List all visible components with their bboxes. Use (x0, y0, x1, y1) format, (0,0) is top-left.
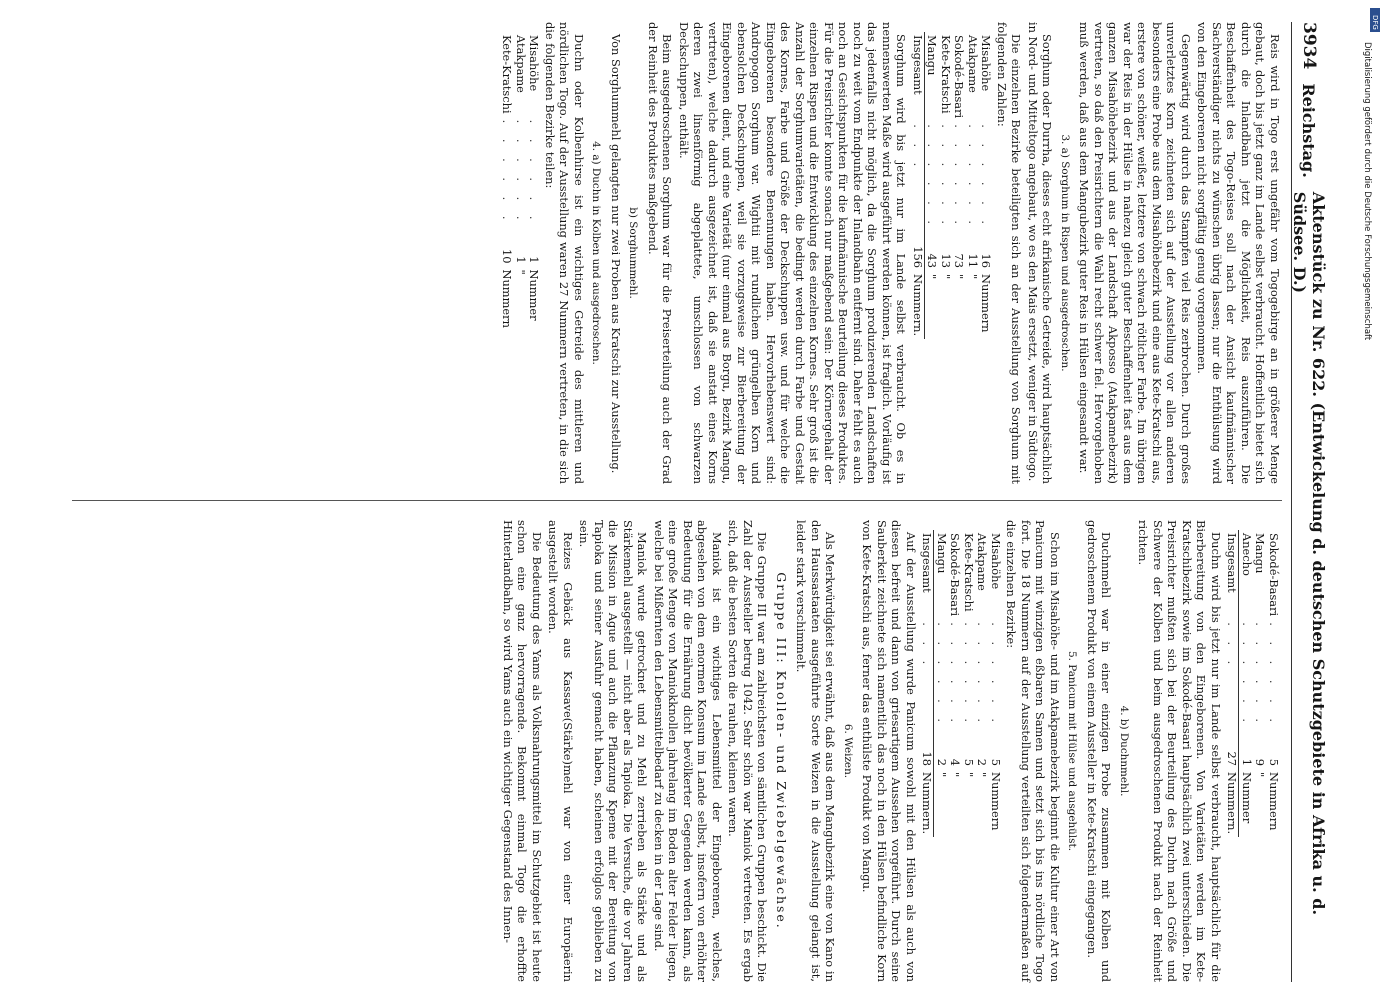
paragraph: Als Merkwürdigkeit sei erwähnt, daß aus dem Mangubezirk eine von Kano in den Haussastaaten ausgeführte Sorte Weizen in die Ausstellung gelangt ist, leider stark verschimmelt. (794, 520, 838, 982)
table-total-row (1225, 530, 1239, 837)
table-cell: Kete-Kratschi (500, 35, 515, 114)
paragraph: Schon im Misahöhe- und im Atakpamebezirk beginnt die Kultur einer Art von Panicum mit winzigen eßbaren Samen und setzt sich bis ins nördliche Togo fort. Die 18 Nummern auf der Ausstellung verteilten sich folgendermaßen auf die einzelnen Bezirke: (1004, 520, 1062, 982)
table-row (952, 32, 966, 339)
table-cell: Nummer (1240, 772, 1254, 824)
table-cell: Mangu (935, 533, 949, 574)
table-cell: Insgesamt (911, 32, 925, 121)
paragraph: Maniok ist ein wichtiges Lebensmittel der Eingeborenen, welches, abgesehen von dem enormen Konsum im Lande selbst, insofern von erhöhter Bedeutung für die Ernährung dicht bevölkerter Gegenden werden kann, als eine große Menge von Maniokknollen jahrelang im Boden alter Felder liegen, welche bei Mißernten den Lebensmittelbedarf zu decken in der Lage sind. (652, 520, 724, 982)
table-cell: Misahöhe (979, 35, 994, 92)
table-cell: Atakpame (975, 533, 990, 591)
table-cell-number: 5 (962, 758, 976, 767)
table-cell: Kete-Kratschi (939, 35, 953, 114)
table-total-row (920, 530, 934, 837)
dot-leader: . . . . . . (962, 622, 976, 729)
table-cell-number: 18 (920, 731, 934, 769)
dot-leader: . . . . . . (925, 124, 940, 231)
paragraph: Reis wird in Togo erst ungefähr vom Togogebirge an in größerer Menge gebaut, doch bis jetzt ganz im Lande selbst verbraucht. Hoffentlich bietet sich durch die Inlandbahn jetzt die Möglichkeit, Reis auszuführen. Die Beschaffenheit des Togo-Reises soll nach der Ansicht kaufmännischer Sachverständiger nichts zu wünschen übrig lassen; nur die Enthülsung wird von den Eingeborenen nicht sorgfältig genug vorgenommen. (1195, 22, 1282, 484)
table-row (1253, 530, 1267, 837)
duchn-table (500, 32, 541, 331)
group-heading: Gruppe III: Knollen- und Zwiebelgewächse. (774, 572, 789, 930)
section-heading: 3. a) Sorghum in Rispen und ausgedroschen. (1059, 134, 1071, 372)
table-cell: Misahöhe (989, 533, 1003, 590)
dot-leader: . . . . . . (939, 124, 953, 231)
table-cell-number: 2 (975, 758, 990, 767)
dot-leader: . . . (1225, 619, 1239, 731)
dot-leader: . . . . . . (1240, 622, 1254, 729)
table-cell-number: 1 (527, 256, 542, 264)
paragraph: Maniok wurde getrocknet und zu Mehl zerrieben als Stärke und als Stärkemehl ausgestellt — nicht aber als Tapioka. Die Versuche, die vor Jahren die Mission in Ague und auch die Pflanzung Kpeme mit der Bereitung von Tapioka und seiner Ausfuhr gemacht haben, scheinen erfolglos geblieben zu sein. (577, 520, 650, 982)
table-cell: " (948, 772, 963, 778)
table-cell: Sokodé-Basari (1267, 533, 1281, 617)
dot-leader: . . . . . . (948, 622, 963, 729)
table-cell-number: 10 (500, 248, 515, 264)
paragraph: Gegenwärtig wird durch das Stampfen viel Reis zerbrochen. Durch großes unverletztes Korn zeichneten sich auf der Ausstellung vor allen anderen besonders eine Probe aus dem Misahöhebezirk und eine aus Kete-Kratschi aus, erstere von schöner, weißer, letztere von schwach rötlicher Farbe. Im übrigen war der Reis in der Hülse in nahezu gleich guter Beschaffenheit fast aus dem ganzen Misahöhebezirk und aus der Landschaft Akposso (Atakpamebezirk) vertreten, so daß den Preisrichtern die Wahl recht schwer fiel. Hervorgehoben muß werden, daß aus dem Mangubezirk guter Reis in Hülsen eingesandt war. (1077, 22, 1193, 484)
section-heading: 5. Panicum mit Hülse und ausgehülst. (1066, 650, 1079, 851)
paragraph: Beim ausgedroschenen Sorghum war für die Preiserteilung auch der Grad der Reinheit des Produktes maßgebend. (646, 22, 675, 484)
table-cell: Mangu (925, 35, 940, 76)
scanned-page (58, 22, 1326, 982)
column-divider (72, 500, 1282, 501)
table-cell: Nummern (500, 269, 515, 328)
paragraph: Reizes Gebäck aus Kassave(Stärke)mehl war von einer Europäerin ausgestellt worden. (546, 520, 575, 982)
left-column (62, 22, 1282, 484)
table-cell: Nummern. (1225, 769, 1239, 837)
table-cell: Nummern (989, 772, 1003, 831)
dot-leader: . . . . . . (989, 622, 1003, 729)
dot-leader: . . . . . . (979, 124, 994, 231)
table-cell: " (962, 772, 976, 778)
duchn-table-continued (1225, 530, 1280, 837)
table-cell: " (1253, 772, 1268, 778)
section-heading: 4. b) Duchnmehl. (1118, 705, 1130, 797)
table-row (966, 32, 980, 339)
table-row (939, 32, 953, 339)
table-row (1239, 530, 1253, 837)
dot-leader: . . . . . . (966, 124, 980, 231)
table-cell: " (935, 772, 949, 778)
panicum-table (920, 530, 1002, 837)
paragraph: Duchn wird bis jetzt nur im Lande selbst verbraucht, hauptsächlich für die Bierbereitung von den Eingeborenen. Von Varietäten werden im Kete-Kratschibezirk sowie im Sokodé-Basari hauptsächlich zwei unterschieden. Die Preisrichter mußten sich bei der Beurteilung des Duchn nach Größe und Schwere der Kolben und beim ausgedroschenen Produkt nach der Reinheit richten. (1136, 520, 1223, 982)
paragraph: Die Gruppe III war am zahlreichsten von sämtlichen Gruppen beschickt. Die Zahl der Aussteller betrug 1042. Sehr schön war Maniok vertreten. Es ergab sich, daß die besten Sorten die rauhen, kleinen waren. (726, 520, 770, 982)
table-cell: Kete-Kratschi (962, 533, 976, 612)
table-cell-number: 5 (1267, 758, 1281, 767)
header-left: Reichstag. (1299, 83, 1319, 178)
section-heading: b) Sorghummehl. (627, 207, 640, 299)
table-cell: Misahöhe (527, 35, 542, 92)
section-heading: 4. a) Duchn in Kolben und ausgedroschen. (590, 141, 603, 365)
table-cell-number: 13 (939, 253, 953, 269)
sorghum-table (911, 32, 993, 339)
paragraph: Die Bedeutung des Yams als Volksnahrungsmittel im Schutzgebiet ist heute schon eine ganz hervorragende. Bekommt einmal Togo die erhoffte Hinterlandbahn, so wird Yams auch ein wichtiger Gegenstand des Innen- (501, 520, 544, 982)
table-cell: Insgesamt (920, 530, 934, 619)
paragraph: Sorghum wird bis jetzt nur im Lande selbst verbraucht. Ob es in nennenswerten Maße wird ausgeführt werden können, ist fraglich. Vorläufig ist das jedenfalls nicht möglich, da die Sorghum produzierenden Landschaften noch zu weit vom Endpunkte der Inlandbahn entfernt sind. Daher fehlt es auch noch an Gesichtspunkten für die kaufmännische Beurteilung dieses Produktes. Für die Preisrichter konnte sonach nur maßgebend sein: Der Körnergehalt der einzelnen Rispen und die Entwicklung des einzelnen Kornes. Sehr groß ist die Anzahl der Sorghumvarietäten, die bedingt werden durch Farbe und Gestalt des Kornes, Farbe und Größe der Deckschuppen usw. und für welche die Eingeborenen besondere Benennungen haben. Hervorhebenswert sind: Andropogon Sorghum var. Wightii mit rundlichem grüngelben Korn und ebensolchen Deckschuppen, weil sie vorzugsweise zur Bierbereitung der Eingeborenen dient, und eine Varietät (nur einmal aus Borgu, Bezirk Mangu, vertreten), welche dadurch ausgezeichnet ist, daß sie anstatt eines Korns deren zwei linsenförmig abgeplattete, umschlossen von schwarzen Deckschuppen, enthält. (677, 22, 909, 484)
table-cell-number: 16 (979, 253, 994, 269)
table-cell-number: 43 (925, 253, 940, 269)
table-cell-number: 156 (911, 233, 925, 271)
table-row (979, 32, 993, 339)
table-cell-number: 73 (952, 253, 967, 269)
dot-leader: . . . . . . (952, 124, 967, 231)
table-cell: Atakpame (514, 35, 528, 93)
table-cell: " (514, 269, 528, 275)
table-cell-number: 2 (935, 758, 949, 767)
dfg-logo: DFG (1370, 8, 1380, 32)
table-row (527, 32, 541, 331)
dot-leader: . . . . . . (1267, 622, 1281, 729)
right-column (62, 520, 1282, 982)
table-cell: " (925, 274, 940, 280)
paragraph: Duchnmehl war in einer einzigen Probe zusammen mit Kolben und gedroschenem Produkt von einem Aussteller in Kete-Kratschi eingegangen. (1085, 520, 1114, 982)
table-cell: Atakpame (966, 35, 980, 93)
dot-leader: . . . . . . (1253, 622, 1268, 729)
dfg-credit: Digitalisierung gefördert durch die Deutsche Forschungsgemeinschaft (1362, 42, 1372, 341)
dot-leader: . . . (920, 619, 934, 731)
table-cell: " (975, 772, 990, 778)
table-cell-number: 1 (514, 256, 528, 264)
table-cell: Sokodé-Basari (952, 35, 967, 119)
table-row (1267, 530, 1281, 837)
header-title: Aktenstück zu Nr. 622. (Entwickelung d. deutschen Schutzgebiete in Afrika u. d. Südsee. D.) (1290, 191, 1328, 916)
paragraph: Die einzelnen Bezirke beteiligten sich an der Ausstellung von Sorghum mit folgenden Zahlen: (995, 22, 1024, 484)
dot-leader: . . . . . . (514, 119, 528, 226)
table-cell: Sokodé-Basari (948, 533, 963, 617)
table-cell: Nummern. (920, 769, 934, 837)
dot-leader: . . . (911, 121, 925, 233)
page-header (1291, 22, 1326, 982)
dot-leader: . . . . . . (527, 119, 542, 226)
dot-leader: . . . . . . (935, 622, 949, 729)
table-row (989, 530, 1003, 837)
page-number: 3934 (1299, 22, 1319, 70)
section-heading: 6. Weizen. (842, 723, 854, 779)
table-total-row (911, 32, 925, 339)
table-cell-number: 5 (989, 758, 1003, 767)
table-cell: Nummern. (911, 271, 925, 339)
table-cell-number: 11 (966, 253, 980, 269)
table-cell: Nummern (979, 274, 994, 333)
paragraph: Duchn oder Kolbenhirse ist ein wichtiges Getreide des mittleren und nördlichen Togo. Auf der Ausstellung waren 27 Nummern vertreten, in die sich die folgenden Bezirke teilen: (543, 22, 586, 484)
table-row (500, 32, 514, 331)
table-cell: " (966, 274, 980, 280)
table-cell: Anecho (1240, 533, 1254, 576)
table-cell: Nummern (1267, 772, 1281, 831)
table-row (514, 32, 528, 331)
table-row (975, 530, 989, 837)
table-cell: Mangu (1253, 533, 1268, 574)
paragraph: Auf der Ausstellung wurde Panicum sowohl mit den Hülsen als auch von diesen befreit und dann von griesartigem Aussehen vorgeführt. Durch seine Sauberkeit zeichnete sich namentlich das noch in den Hülsen befindliche Korn von Kete-Kratschi aus, ferner das enthülste Produkt von Mangu. (860, 520, 918, 982)
table-cell: " (952, 274, 967, 280)
dot-leader: . . . . . . (975, 622, 990, 729)
table-cell-number: 1 (1240, 758, 1254, 767)
table-row (962, 530, 976, 837)
table-cell-number: 4 (948, 758, 963, 767)
dot-leader: . . . . . . (500, 119, 515, 226)
table-cell: Insgesamt (1225, 530, 1239, 619)
table-cell: " (939, 274, 953, 280)
table-row (948, 530, 962, 837)
table-cell-number: 27 (1225, 731, 1239, 769)
paragraph: Sorghum oder Durrha, dieses echt afrikanische Getreide, wird hauptsächlich in Nord- und Mitteltogo angebaut, wo es den Mais ersetzt, weniger in Südtogo. (1026, 22, 1055, 484)
table-cell-number: 9 (1253, 758, 1268, 767)
table-row (925, 32, 939, 339)
paragraph: Von Sorghummehl gelangten nur zwei Proben aus Kratschi zur Ausstellung. (609, 34, 623, 474)
table-row (934, 530, 948, 837)
table-cell: Nummer (527, 269, 542, 321)
